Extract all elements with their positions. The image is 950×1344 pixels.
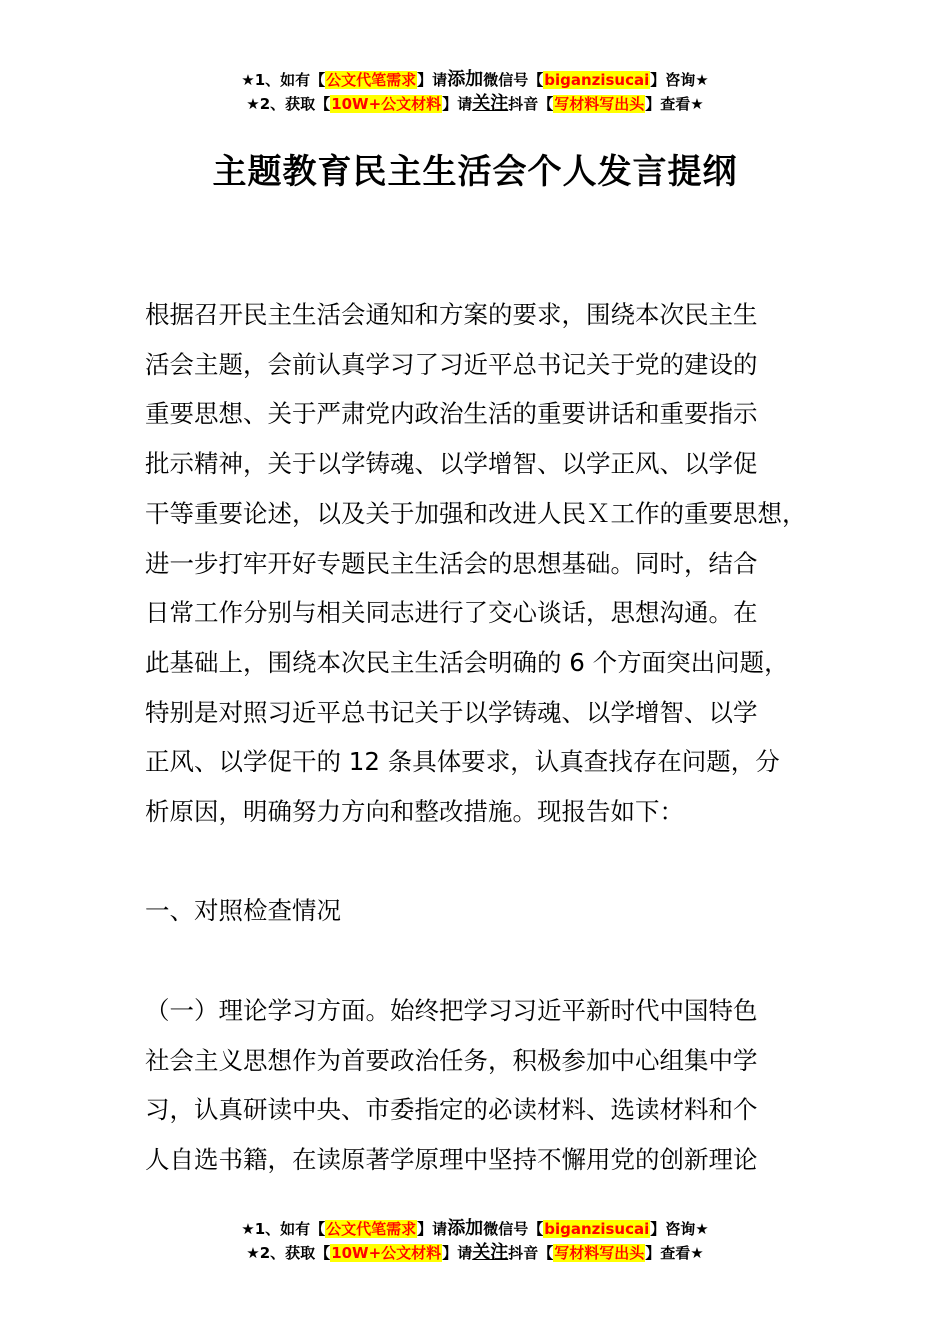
section-heading: 一、对照检查情况	[145, 896, 341, 925]
banner-text: ★1、如有【	[241, 1220, 326, 1238]
banner-text: 】请	[417, 71, 448, 89]
text-line: （一）理论学习方面。始终把学习习近平新时代中国特色	[145, 996, 758, 1025]
banner-text: 】咨询★	[650, 1220, 709, 1238]
banner-text: ★1、如有【	[241, 71, 326, 89]
banner-emphasis: 添加	[447, 1218, 484, 1239]
highlight-materials: 10W+公文材料	[331, 1244, 442, 1262]
banner-text: ★2、获取【	[246, 95, 331, 113]
document-title: 主题教育民主生活会个人发言提纲	[212, 152, 738, 192]
text-line: 析原因，明确努力方向和整改措施。现报告如下：	[145, 797, 684, 827]
banner-text: 】查看★	[645, 95, 704, 113]
banner-text: 抖音【	[508, 1244, 554, 1262]
bottom-banner	[0, 1217, 950, 1265]
banner-emphasis: 添加	[447, 69, 484, 90]
banner-text: 】请	[417, 1220, 448, 1238]
top-banner	[0, 68, 950, 116]
highlight-service: 公文代笔需求	[326, 1220, 417, 1238]
text-line: 重要思想、关于严肃党内政治生活的重要讲话和重要指示	[145, 399, 758, 429]
banner-line-1	[0, 68, 950, 92]
text-line: 日常工作分别与相关同志进行了交心谈话，思想沟通。在	[145, 598, 758, 628]
highlight-materials: 10W+公文材料	[331, 95, 442, 113]
highlight-wechat-id: biganzisucai	[544, 1220, 650, 1238]
banner-text: 微信号【	[483, 1220, 544, 1238]
highlight-wechat-id: biganzisucai	[544, 71, 650, 89]
text-line: 批示精神，关于以学铸魂、以学增智、以学正风、以学促	[145, 449, 758, 479]
banner-line-2	[0, 1241, 950, 1265]
text-line: 特别是对照习近平总书记关于以学铸魂、以学增智、以学	[145, 697, 758, 727]
paragraph-intro	[145, 290, 835, 837]
text-line: 干等重要论述，以及关于加强和改进人民Ｘ工作的重要思想，	[145, 498, 807, 528]
highlight-douyin: 写材料写出头	[554, 1244, 645, 1262]
text-line: 正风、以学促干的 12 条具体要求，认真查找存在问题，分	[145, 747, 780, 777]
text-line: 社会主义思想作为首要政治任务，积极参加中心组集中学	[145, 1045, 758, 1075]
highlight-service: 公文代笔需求	[326, 71, 417, 89]
banner-text: 】查看★	[645, 1244, 704, 1262]
banner-text: 】请	[442, 95, 473, 113]
banner-line-1	[0, 1217, 950, 1241]
text-line: 根据召开民主生活会通知和方案的要求，围绕本次民主生	[145, 300, 758, 329]
banner-text: 】请	[442, 1244, 473, 1262]
banner-text: 抖音【	[508, 95, 554, 113]
text-line: 此基础上，围绕本次民主生活会明确的 6 个方面突出问题，	[145, 647, 789, 677]
banner-emphasis: 关注	[472, 1242, 509, 1263]
text-line: 进一步打牢开好专题民主生活会的思想基础。同时，结合	[145, 548, 758, 578]
banner-text: 微信号【	[483, 71, 544, 89]
text-line: 活会主题，会前认真学习了习近平总书记关于党的建设的	[145, 349, 758, 379]
banner-line-2	[0, 92, 950, 116]
banner-text: 】咨询★	[650, 71, 709, 89]
text-line: 人自选书籍，在读原著学原理中坚持不懈用党的创新理论	[145, 1145, 758, 1175]
paragraph-theory-study	[145, 986, 835, 1185]
highlight-douyin: 写材料写出头	[554, 95, 645, 113]
banner-emphasis: 关注	[472, 93, 509, 114]
banner-text: ★2、获取【	[246, 1244, 331, 1262]
text-line: 习，认真研读中央、市委指定的必读材料、选读材料和个	[145, 1095, 758, 1125]
